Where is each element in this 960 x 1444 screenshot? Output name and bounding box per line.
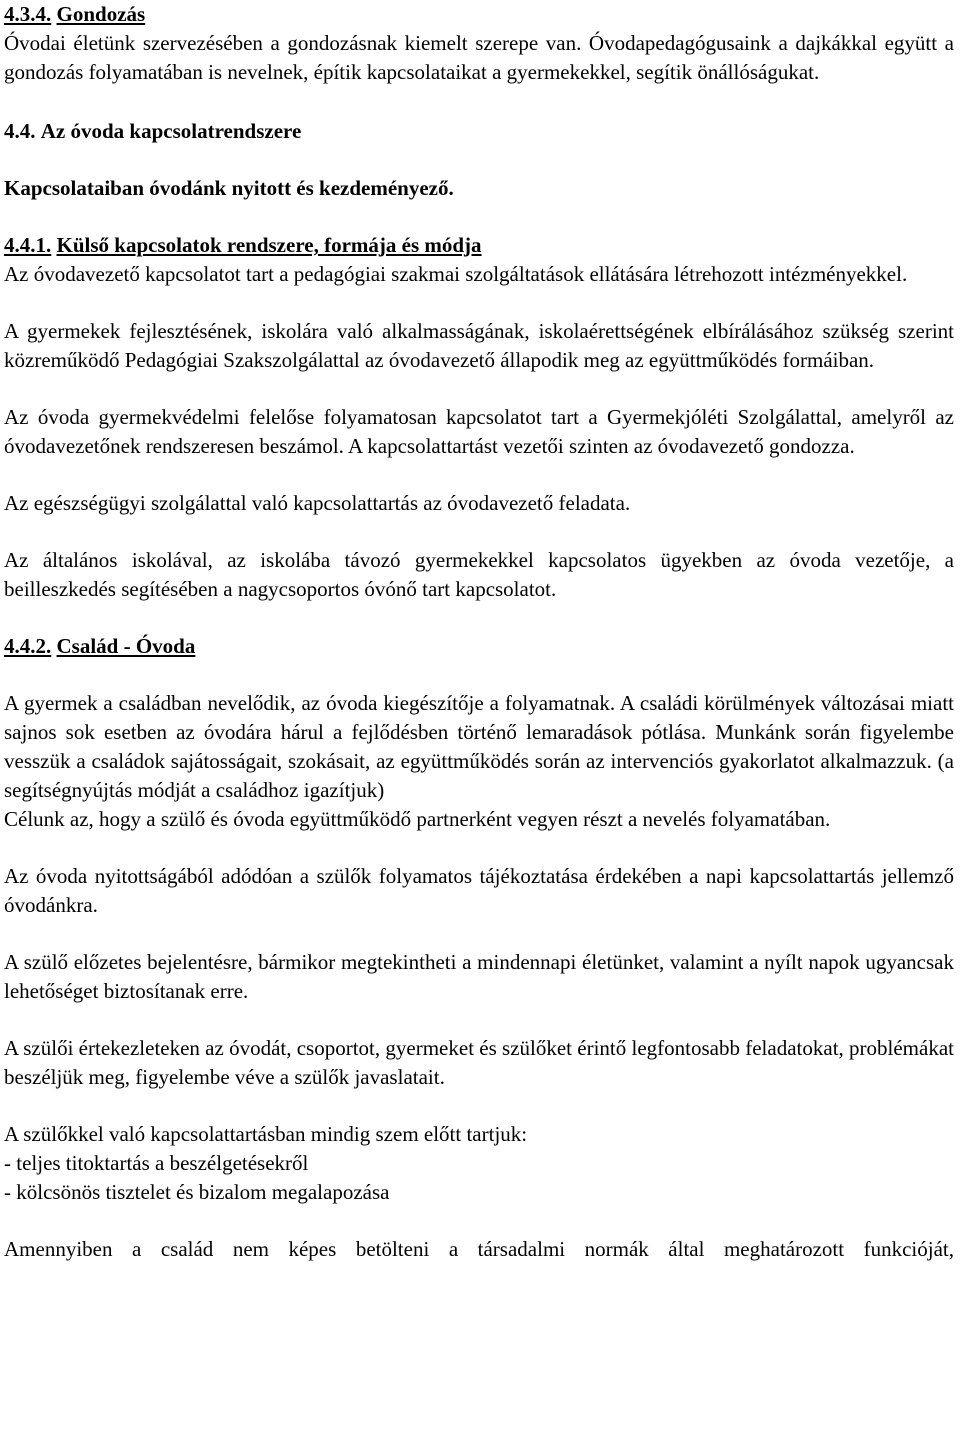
- csalad-last-paragraph: Amennyiben a család nem képes betölteni a társadalmi normák által meghatározott funkcióját,: [4, 1237, 954, 1261]
- section-title: Az óvoda kapcsolatrendszere: [40, 119, 302, 143]
- kulso-paragraph-5: Az általános iskolával, az iskolába távozó gyermekekkel kapcsolatos ügyekben az óvoda vezetője, a beilleszkedés segítésében a nagycsoportos óvónő tart kapcsolatot.: [4, 548, 954, 601]
- section-number: 4.3.4.: [4, 2, 52, 26]
- kapcsolatrendszer-lead: Kapcsolataiban óvodánk nyitott és kezdeményező.: [4, 176, 454, 200]
- document-page: [4, 0, 954, 1264]
- kulso-paragraph-4: Az egészségügyi szolgálattal való kapcsolattartás az óvodavezető feladata.: [4, 491, 631, 515]
- csalad-list-item: - kölcsönös tisztelet és bizalom megalapozása: [4, 1180, 390, 1204]
- section-4-4-1-heading: [4, 231, 954, 260]
- kulso-paragraph-2: A gyermekek fejlesztésének, iskolára való alkalmasságának, iskolaérettségének elbírálásához szükség szerint közreműködő Pedagógiai Szakszolgálattal az óvodavezető állapodik meg az együttműködés formáiban.: [4, 319, 954, 372]
- section-number: 4.4.: [4, 119, 36, 143]
- csalad-list-item: - teljes titoktartás a beszélgetésekről: [4, 1151, 309, 1175]
- kulso-paragraph-1: Az óvodavezető kapcsolatot tart a pedagógiai szakmai szolgáltatások ellátására létrehozott intézményekkel.: [4, 262, 908, 286]
- section-title: Külső kapcsolatok rendszere, formája és módja: [56, 233, 482, 257]
- csalad-paragraph-2: Az óvoda nyitottságából adódóan a szülők folyamatos tájékoztatása érdekében a napi kapcsolattartás jellemző óvodánkra.: [4, 864, 954, 917]
- section-4-4-2-heading: [4, 632, 954, 661]
- kulso-paragraph-3: Az óvoda gyermekvédelmi felelőse folyamatosan kapcsolatot tart a Gyermekjóléti Szolgálattal, amelyről az óvodavezetőnek rendszeresen beszámol. A kapcsolattartást vezetői szinten az óvodavezető gondozza.: [4, 405, 954, 458]
- csalad-paragraph-1: A gyermek a családban nevelődik, az óvoda kiegészítője a folyamatnak. A családi körülmények változásai miatt sajnos sok esetben az óvodára hárul a fejlődésben történő lemaradások pótlása. Munkánk során figyelembe vesszük a családok sajátosságait, szokásait, az együttműködés során az intervenciós gyakorlatot alkalmazzuk. (a segítségnyújtás módját a családhoz igazítjuk): [4, 691, 954, 802]
- section-number: 4.4.2.: [4, 634, 52, 658]
- gondozas-paragraph: Óvodai életünk szervezésében a gondozásnak kiemelt szerepe van. Óvodapedagógusaink a dajkákkal együtt a gondozás folyamatában is nevelnek, építik kapcsolataikat a gyermekekkel, segítik önállóságukat.: [4, 31, 954, 84]
- section-title: Gondozás: [56, 2, 146, 26]
- section-title: Család - Óvoda: [56, 634, 196, 658]
- csalad-paragraph-4: A szülői értekezleteken az óvodát, csoportot, gyermeket és szülőket érintő legfontosabb feladatokat, problémákat beszéljük meg, figyelembe véve a szülők javaslatait.: [4, 1036, 954, 1089]
- section-number: 4.4.1.: [4, 233, 52, 257]
- csalad-paragraph-3: A szülő előzetes bejelentésre, bármikor megtekintheti a mindennapi életünket, valamint a nyílt napok ugyancsak lehetőséget biztosítanak erre.: [4, 950, 954, 1003]
- section-4-4-heading: [4, 117, 954, 146]
- csalad-paragraph-1b: Célunk az, hogy a szülő és óvoda együttműködő partnerként vegyen részt a nevelés folyamatában.: [4, 807, 831, 831]
- section-4-3-4-heading: [4, 0, 954, 29]
- csalad-list-intro: A szülőkkel való kapcsolattartásban mindig szem előtt tartjuk:: [4, 1122, 528, 1146]
